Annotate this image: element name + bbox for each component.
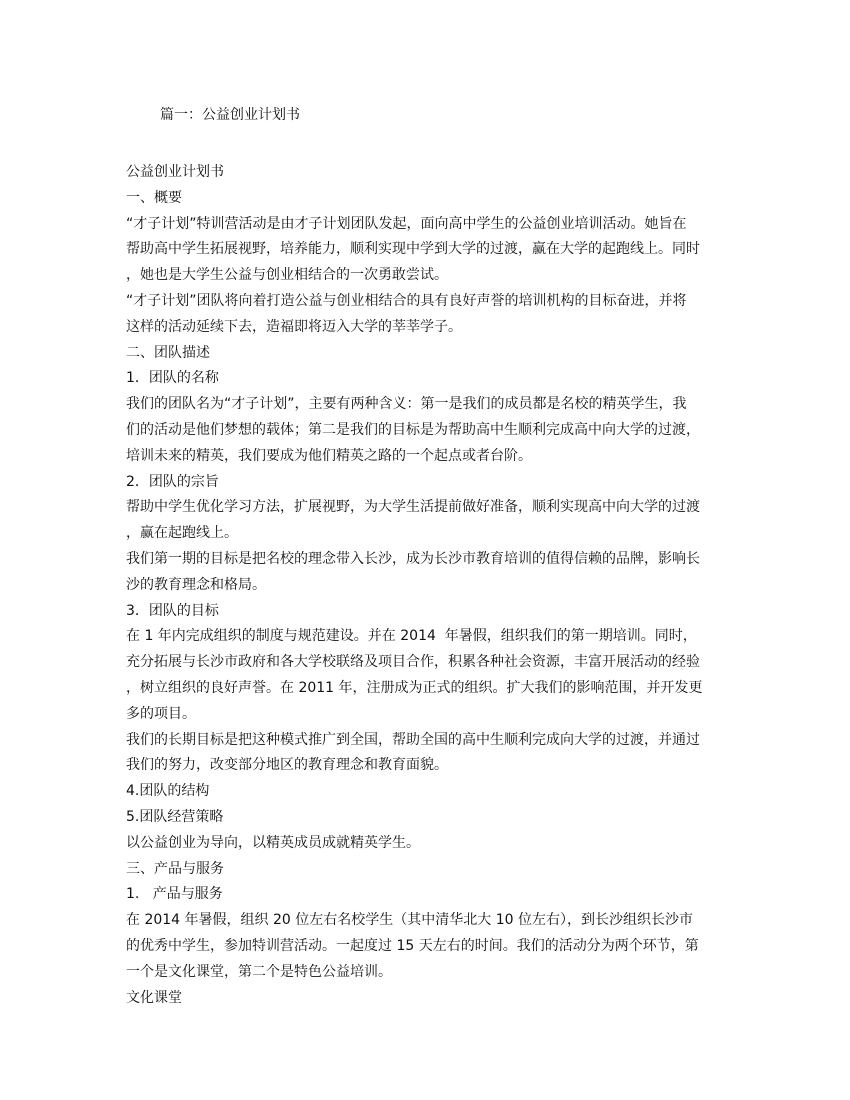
paragraph-line: 们的活动是他们梦想的载体；第二是我们的目标是为帮助高中生顺利完成高中向大学的过渡， [126, 421, 700, 438]
section-heading-overview: 一、概要 [126, 189, 182, 206]
document-body [126, 160, 726, 1011]
paragraph-line: ，赢在起跑线上。 [126, 525, 238, 542]
paragraph-line: 沙的教育理念和格局。 [126, 576, 266, 593]
paragraph-line: 帮助中学生优化学习方法，扩展视野，为大学生活提前做好准备，顺利实现高中向大学的过渡 [126, 499, 700, 516]
paragraph-line: 我们第一期的目标是把名校的理念带入长沙，成为长沙市教育培训的值得信赖的品牌，影响长 [126, 550, 700, 567]
subheading-culture-class: 文化课堂 [126, 989, 182, 1006]
paragraph-line: 我们的团队名为“才子计划”，主要有两种含义：第一是我们的成员都是名校的精英学生，我 [126, 396, 687, 413]
paragraph-line: 在 1 年内完成组织的制度与规范建设。并在 2014 年暑假，组织我们的第一期培训。同时， [126, 628, 697, 645]
subheading-products-services: 1. 产品与服务 [126, 886, 223, 903]
paragraph-line: 我们的努力，改变部分地区的教育理念和教育面貌。 [126, 757, 448, 774]
subheading-team-goals: 3．团队的目标 [126, 602, 219, 619]
paragraph-line: ，树立组织的良好声誉。在 2011 年，注册成为正式的组织。扩大我们的影响范围，并开发更 [126, 679, 703, 696]
paragraph-line: “才子计划”特训营活动是由才子计划团队发起，面向高中学生的公益创业培训活动。她旨在 [126, 215, 687, 232]
paragraph-line: “才子计划”团队将向着打造公益与创业相结合的具有良好声誉的培训机构的目标奋进，并将 [126, 292, 687, 309]
paragraph-line: ，她也是大学生公益与创业相结合的一次勇敢尝试。 [126, 267, 448, 284]
paragraph-line: 我们的长期目标是把这种模式推广到全国，帮助全国的高中生顺利完成向大学的过渡，并通过 [126, 731, 700, 748]
subheading-team-strategy: 5.团队经营策略 [126, 808, 224, 825]
paragraph-line: 以公益创业为导向，以精英成员成就精英学生。 [126, 834, 420, 851]
paragraph-line: 充分拓展与长沙市政府和各大学校联络及项目合作，积累各种社会资源，丰富开展活动的经验 [126, 654, 700, 671]
paragraph-line: 这样的活动延续下去，造福即将迈入大学的莘莘学子。 [126, 318, 462, 335]
subheading-team-name: 1．团队的名称 [126, 370, 219, 387]
paragraph-line: 一个是文化课堂，第二个是特色公益培训。 [126, 963, 392, 980]
section-heading-team: 二、团队描述 [126, 344, 210, 361]
subheading-team-structure: 4.团队的结构 [126, 783, 210, 800]
document-title: 篇一：公益创业计划书 [160, 107, 300, 123]
paragraph-line: 培训未来的精英，我们要成为他们精英之路的一个起点或者台阶。 [126, 447, 532, 464]
paragraph-line: 的优秀中学生，参加特训营活动。一起度过 15 天左右的时间。我们的活动分为两个环节，第 [126, 937, 699, 954]
paragraph-line: 在 2014 年暑假，组织 20 位左右名校学生（其中清华北大 10 位左右），到长沙组织长沙市 [126, 912, 693, 929]
paragraph-line: 多的项目。 [126, 705, 196, 722]
paragraph-line: 帮助高中学生拓展视野，培养能力，顺利实现中学到大学的过渡，赢在大学的起跑线上。同时 [126, 241, 700, 258]
subheading-team-purpose: 2．团队的宗旨 [126, 473, 219, 490]
heading-plan: 公益创业计划书 [126, 164, 224, 180]
section-heading-products: 三、产品与服务 [126, 860, 224, 877]
